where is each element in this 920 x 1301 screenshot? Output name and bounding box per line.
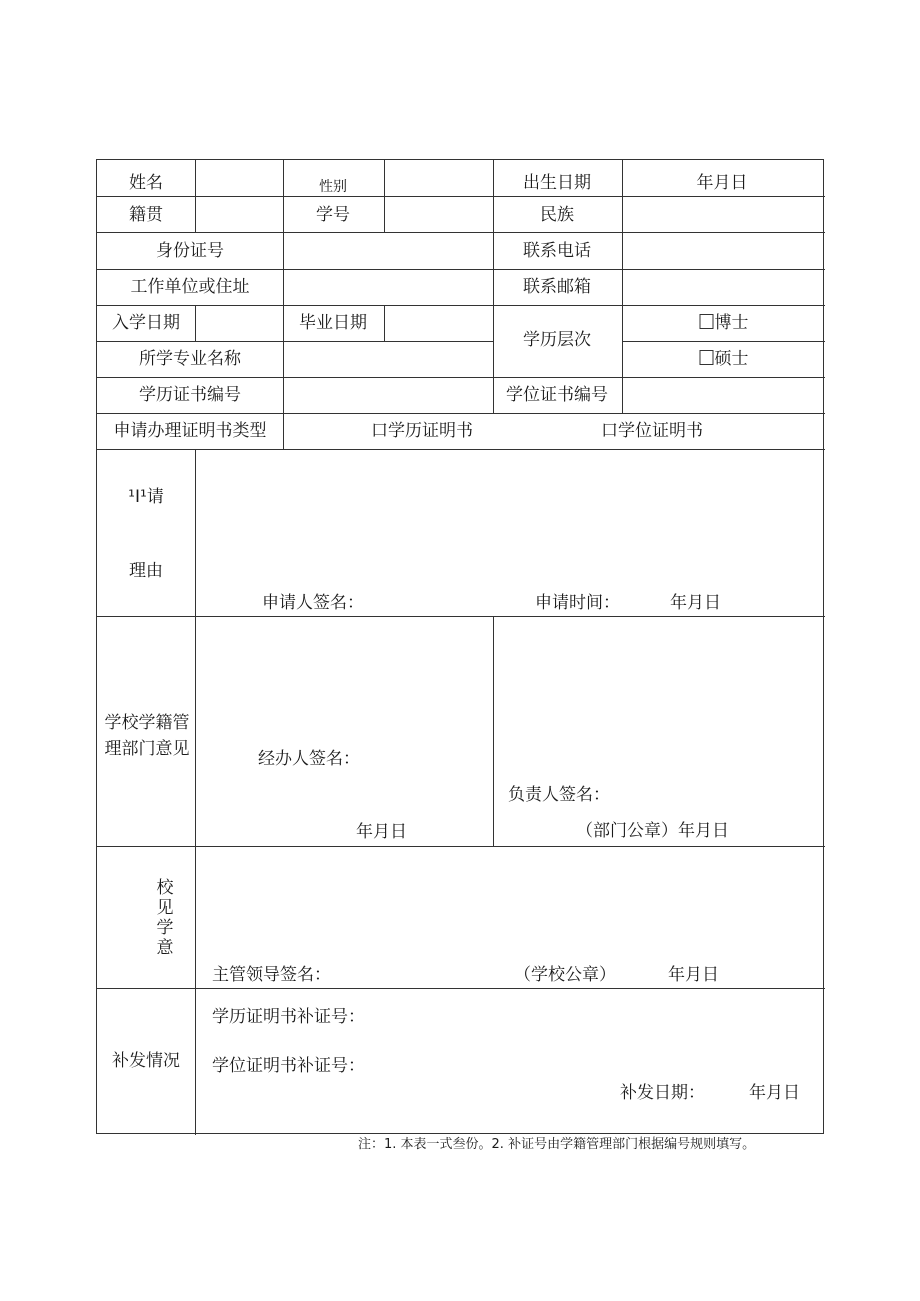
checkbox-icon — [700, 314, 714, 329]
handler-signature: 经办人签名： — [258, 749, 360, 769]
col-divider — [384, 160, 385, 233]
name-label: 姓名 — [129, 173, 163, 193]
degree-reissue-no: 学位证明书补证号： — [212, 1056, 365, 1076]
phone-label: 联系电话 — [523, 241, 591, 261]
row-divider — [97, 846, 825, 847]
edu-reissue-no: 学历证明书补证号： — [212, 1007, 365, 1027]
row-divider — [622, 341, 825, 342]
edu-cert-no-label: 学历证书编号 — [139, 385, 241, 405]
apply-date: 年月日 — [670, 593, 721, 613]
enroll-date-label: 入学日期 — [112, 313, 180, 333]
registry-opinion-label: 学校学籍管理部门意见 — [104, 713, 190, 759]
col-divider — [384, 305, 385, 342]
row-divider — [97, 449, 825, 450]
col-divider — [283, 413, 284, 450]
gender-label: 性别 — [319, 179, 347, 195]
major-label: 所学专业名称 — [139, 349, 241, 369]
col-divider — [493, 160, 494, 413]
cert-type-option-degree[interactable]: 口学位证明书 — [601, 421, 703, 441]
education-level-label: 学历层次 — [523, 330, 591, 350]
school-date: 年月日 — [668, 965, 719, 985]
checkbox-icon — [700, 350, 714, 365]
row-divider — [97, 413, 825, 414]
native-place-label: 籍贯 — [129, 205, 163, 225]
row-divider — [97, 988, 825, 989]
row-divider — [97, 341, 493, 342]
row-divider — [97, 269, 825, 270]
birth-label: 出生日期 — [523, 173, 591, 193]
degree-cert-no-label: 学位证书编号 — [506, 385, 608, 405]
school-opinion-label: 校见学意 — [156, 878, 174, 958]
reason-label-bottom: 理由 — [129, 561, 163, 581]
birth-value: 年月日 — [696, 173, 748, 193]
certificate-application-form — [96, 159, 824, 1134]
col-divider — [622, 160, 623, 413]
applicant-signature: 申请人签名： — [262, 593, 364, 613]
leader-signature: 主管领导签名： — [212, 965, 331, 985]
col-divider — [195, 160, 196, 233]
reason-label-top: ¹I¹请 — [128, 487, 164, 507]
col-divider — [493, 616, 494, 847]
email-label: 联系邮箱 — [523, 277, 591, 297]
graduate-date-label: 毕业日期 — [299, 313, 367, 333]
reissue-label: 补发情况 — [112, 1051, 180, 1071]
level-option-master-label: 硕士 — [714, 349, 749, 369]
school-seal: （学校公章） — [514, 965, 616, 985]
reissue-date-value: 年月日 — [749, 1083, 800, 1103]
row-divider — [97, 616, 825, 617]
row-divider — [97, 232, 825, 233]
head-seal-date: （部门公章）年月日 — [576, 821, 729, 841]
level-option-master[interactable] — [700, 349, 749, 369]
head-signature: 负责人签名： — [508, 785, 610, 805]
level-option-doctor[interactable] — [700, 313, 749, 333]
id-number-label: 身份证号 — [156, 241, 224, 261]
work-address-label: 工作单位或住址 — [130, 277, 250, 297]
apply-time-label: 申请时间： — [535, 593, 620, 613]
cert-type-label: 申请办理证明书类型 — [113, 421, 267, 441]
ethnicity-label: 民族 — [540, 205, 574, 225]
handler-date: 年月日 — [356, 822, 407, 842]
level-option-doctor-label: 博士 — [714, 313, 749, 333]
col-divider — [195, 305, 196, 342]
student-id-label: 学号 — [316, 205, 350, 225]
col-divider — [283, 160, 284, 233]
reissue-date-label: 补发日期： — [620, 1083, 705, 1103]
col-divider — [195, 449, 196, 1135]
row-divider — [97, 305, 825, 306]
cert-type-option-edu[interactable]: 口学历证明书 — [371, 421, 473, 441]
footnote: 注：1. 本表一式叁份。2. 补证号由学籍管理部门根据编号规则填写。 — [358, 1137, 756, 1152]
col-divider — [283, 232, 284, 414]
row-divider — [97, 377, 825, 378]
row-divider — [97, 196, 825, 197]
